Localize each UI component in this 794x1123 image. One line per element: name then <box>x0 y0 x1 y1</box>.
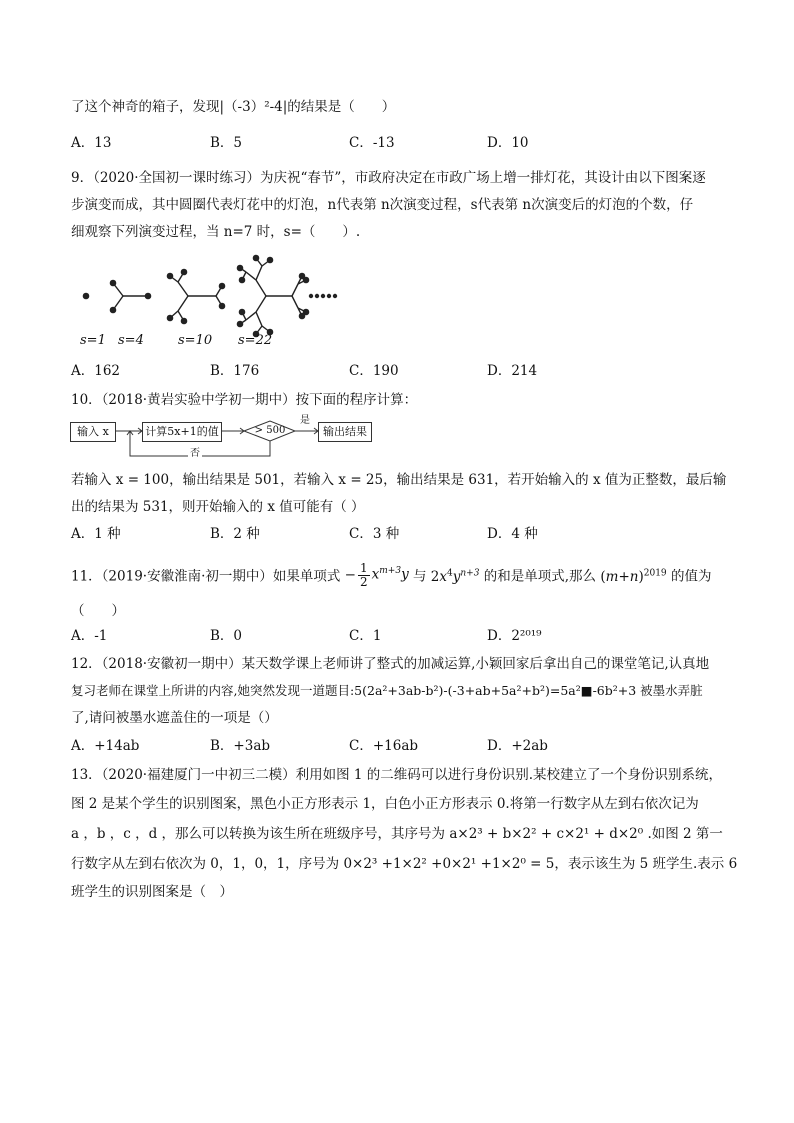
fig-label-s4: s=4 <box>118 333 144 348</box>
q8-option-a: A．13 <box>71 135 112 151</box>
flow-condition: > 500 <box>254 425 286 436</box>
q12-line-3: 了,请问被墨水遮盖住的一项是（） <box>71 710 278 726</box>
q11-line-1 <box>71 560 712 591</box>
q9-line-1: 9．（2020·全国初一课时练习）为庆祝“春节”，市政府决定在市政广场上增一排灯花，其设计由以下图案逐 <box>71 170 706 186</box>
q10-option-a: A．1 种 <box>71 526 121 542</box>
q11-option-c: C．1 <box>349 628 382 644</box>
q12-option-c: C．+16ab <box>349 738 419 754</box>
flow-input-box: 输入 x <box>70 422 116 442</box>
q10-option-c: C．3 种 <box>349 526 400 542</box>
q13-line-1: 13．（2020·福建厦门一中初三二模）利用如图 1 的二维码可以进行身份识别.某校建立了一个身份识别系统， <box>71 767 723 783</box>
q13-line-2: 图 2 是某个学生的识别图案，黑色小正方形表示 1，白色小正方形表示 0.将第一行数字从左到右依次记为 <box>71 796 699 812</box>
q11-line-2: （ ） <box>71 603 125 619</box>
lamp-figure <box>70 232 360 352</box>
q12-option-a: A．+14ab <box>71 738 140 754</box>
q10-line-1: 10．（2018·黄岩实验中学初一期中）按下面的程序计算： <box>71 392 418 408</box>
q13-line-5: 班学生的识别图案是（ ） <box>71 884 233 900</box>
q8-option-b: B．5 <box>210 135 243 151</box>
q9-line-3: 细观察下列演变过程，当 n=7 时，s=（ ）. <box>71 224 361 240</box>
q10-option-b: B．2 种 <box>210 526 260 542</box>
q12-option-d: D．+2ab <box>487 738 548 754</box>
q8-option-c: C．-13 <box>349 135 395 151</box>
q11-option-a: A．-1 <box>71 628 108 644</box>
flow-output-box: 输出结果 <box>318 422 372 442</box>
q9-option-d: D．214 <box>487 363 538 379</box>
q11-monomial-2: $2x^4y^{n+3}$ <box>430 568 480 585</box>
q11-text-a: 11．（2019·安徽淮南·初一期中）如果单项式 <box>71 568 341 585</box>
flow-yes-label: 是 <box>300 415 310 426</box>
q10-line-3: 出的结果为 531，则开始输入的 x 值可能有（ ） <box>71 499 365 515</box>
q11-option-d: D．2²⁰¹⁹ <box>487 628 542 644</box>
flow-compute-box: 计算5x+1的值 <box>142 422 222 442</box>
q11-text-b: 与 <box>413 568 427 585</box>
flowchart <box>70 415 380 462</box>
q12-line-2: 复习老师在课堂上所讲的内容,她突然发现一道题目:5(2a²+3ab-b²)-(-3+ab+5a²+b²)=5a²■-6b²+3 被墨水弄脏 <box>71 683 703 698</box>
q11-expression: $(m+n)^{2019}$ <box>600 568 667 585</box>
q9-option-b: B．176 <box>210 363 260 379</box>
q13-line-3: a ，b ，c ，d ，那么可以转换为该生所在班级序号，其序号为 a×2³ + b×2² + c×2¹ + d×2⁰ .如图 2 第一 <box>71 826 723 842</box>
q11-text-c: 的和是单项式,那么 <box>483 568 597 585</box>
fig-label-s22: s=22 <box>238 333 273 348</box>
q10-option-d: D．4 种 <box>487 526 538 542</box>
q11-text-d: 的值为 <box>670 568 712 585</box>
q8-stem: 了这个神奇的箱子，发现|（-3）²-4|的结果是（ ） <box>71 99 396 115</box>
flow-no-label: 否 <box>190 448 200 459</box>
q12-option-b: B．+3ab <box>210 738 271 754</box>
q11-monomial-1: − $\frac{1}{2}$ $x^{m+3}y$ <box>344 560 409 589</box>
q10-line-2: 若输入 x = 100，输出结果是 501，若输入 x = 25，输出结果是 631，若开始输入的 x 值为正整数，最后输 <box>71 472 727 488</box>
fig-label-s10: s=10 <box>178 333 213 348</box>
q13-line-4: 行数字从左到右依次为 0，1，0，1，序号为 0×2³ +1×2² +0×2¹ +1×2⁰ = 5，表示该生为 5 班学生.表示 6 <box>71 856 738 872</box>
fig-label-s1: s=1 <box>80 333 106 348</box>
q8-option-d: D．10 <box>487 135 529 151</box>
q12-line-1: 12．（2018·安徽初一期中）某天数学课上老师讲了整式的加减运算,小颖回家后拿出自己的课堂笔记,认真地 <box>71 656 710 672</box>
q9-option-c: C．190 <box>349 363 399 379</box>
q11-option-b: B．0 <box>210 628 243 644</box>
q9-line-2: 步演变而成，其中圆圈代表灯花中的灯泡，n代表第 n次演变过程，s代表第 n次演变后的灯泡的个数，仔 <box>71 197 694 213</box>
q9-option-a: A．162 <box>71 363 121 379</box>
